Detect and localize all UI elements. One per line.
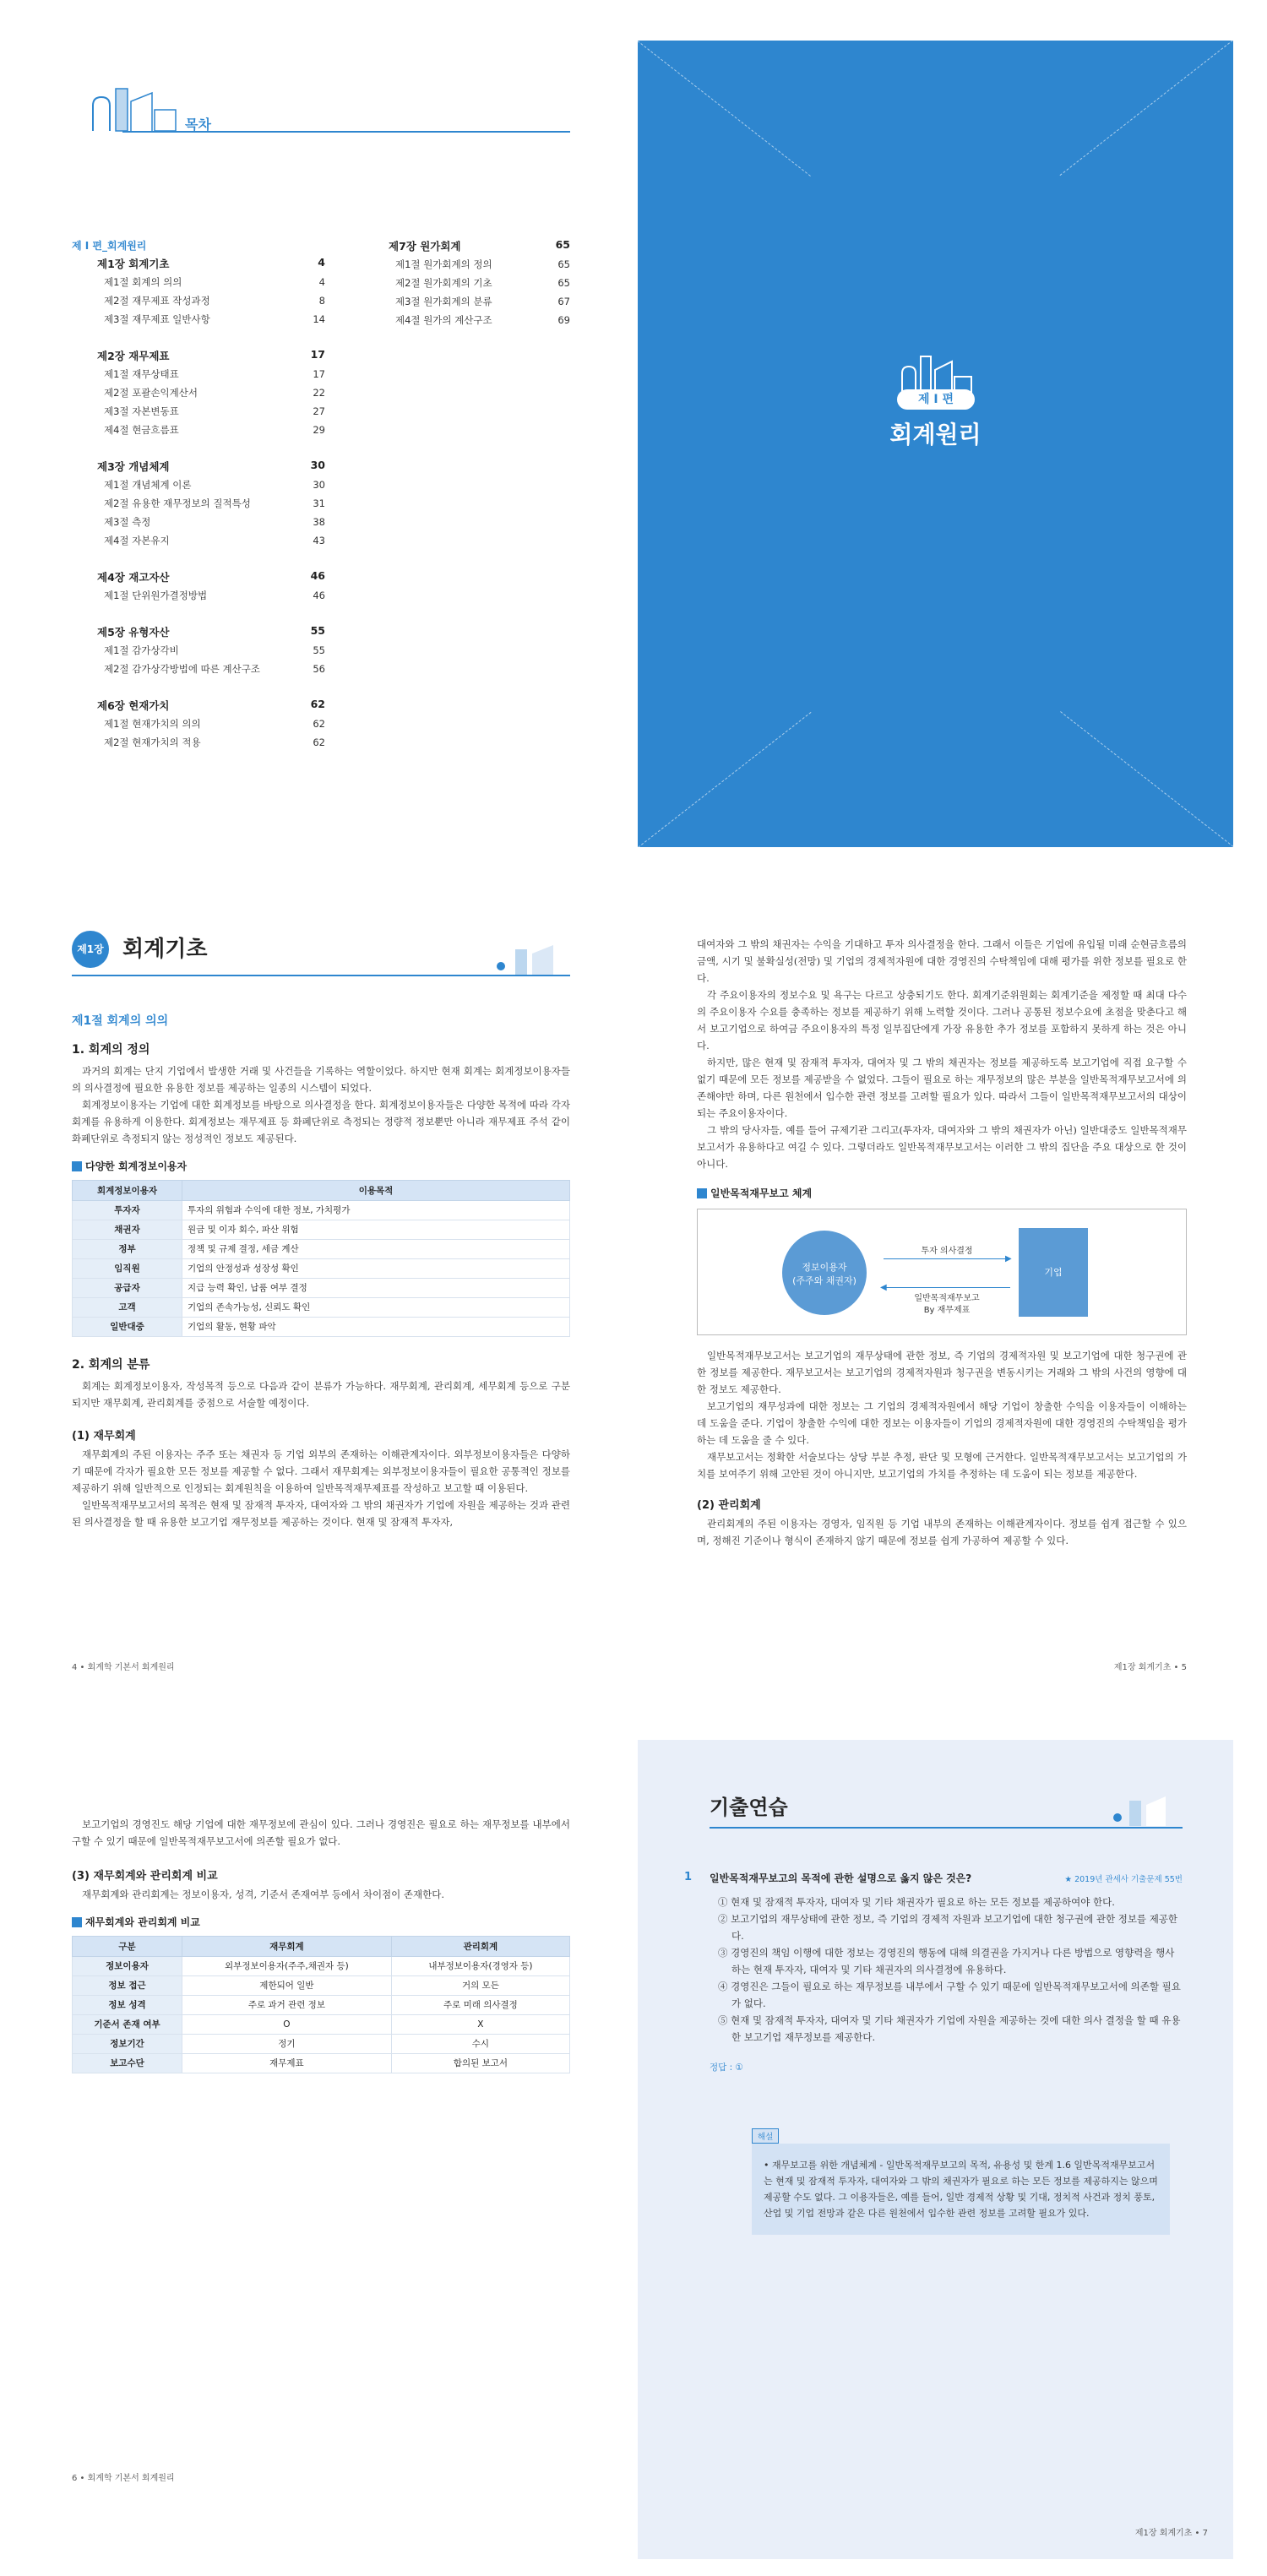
heading-compare: (3) 재무회계와 관리회계 비교	[72, 1870, 218, 1883]
toc-section	[395, 274, 570, 291]
table-caption: 다양한 회계정보이용자	[72, 1159, 570, 1173]
table-row	[73, 1279, 570, 1298]
table-header: 관리회계	[391, 1937, 569, 1957]
table-cell: 임직원	[73, 1259, 182, 1279]
building-deco-icon	[1111, 1792, 1178, 1826]
toc-section	[104, 366, 325, 383]
table-cell: 정기	[182, 2035, 392, 2054]
toc-section	[104, 715, 325, 732]
toc-section-page: 17	[313, 368, 325, 380]
toc-section-title: 제3절 자본변동표	[104, 405, 179, 417]
toc-chapter-page: 62	[310, 698, 325, 710]
table-row	[73, 1996, 570, 2015]
toc-section-page: 43	[313, 535, 325, 546]
page-footer: 4 • 회계학 기본서 회계원리	[72, 1663, 175, 1672]
toc-section-page: 62	[313, 736, 325, 748]
page-footer: 제1장 회계기초 • 5	[1113, 1663, 1187, 1672]
option-item: ③ 경영진의 책임 이행에 대한 정보는 경영진의 행동에 대해 의결권을 가지거나 다른 방법으로 영향력을 행사하는 현재 투자자, 대여자 및 기타 채권자의 의사결정에 유용하다.	[718, 1947, 1175, 1975]
toc-section	[104, 384, 325, 401]
toc-chapter	[97, 348, 325, 363]
table-row	[73, 1220, 570, 1240]
table-cell: 기업의 활동, 현황 파악	[182, 1318, 570, 1337]
paragraph: 일반목적재무보고서의 목적은 현재 및 잠재적 투자자, 대여자와 그 밖의 채권자가 기업에 자원을 제공하는 것과 관련된 의사결정을 할 때 유용한 보고기업 재무정보를 제공하는 것이다. 현재 및 잠재적 투자자,	[72, 1499, 570, 1528]
paragraph: 대여자와 그 밖의 채권자는 수익을 기대하고 투자 의사결정을 한다. 그래서 이들은 기업에 유입될 미래 순현금흐름의 금액, 시기 및 불확실성(전망) 및 기업의 경제적자원에 대한 경영진의 수탁책임에 대해 평가를 위한 정보를 필요로 한다.	[697, 938, 1187, 984]
table-cell: 투자자	[73, 1201, 182, 1220]
chapter-page-4	[72, 912, 612, 1672]
toc-section	[104, 587, 325, 604]
heading-definition: 1. 회계의 정의	[72, 1043, 150, 1057]
toc-section-title: 제1절 개념체계 이론	[104, 479, 192, 491]
table-cell: 주로 미래 의사결정	[391, 1996, 569, 2015]
toc-section-title: 제3절 측정	[104, 516, 151, 528]
toc-section-title: 제1절 원가회계의 정의	[395, 258, 492, 270]
practice-page	[638, 1740, 1233, 2559]
toc-section-title: 제3절 원가회계의 분류	[395, 296, 492, 307]
toc-column-right	[363, 238, 570, 330]
toc-section	[104, 403, 325, 420]
paragraph: 과거의 회계는 단지 기업에서 발생한 거래 및 사건들을 기록하는 역할이었다. 하지만 현재 회계는 회계정보이용자들의 의사결정에 필요한 유용한 정보를 제공하는 일종의 시스템이 되었다.	[72, 1065, 570, 1094]
toc-section	[104, 476, 325, 493]
toc-chapter-page: 55	[310, 624, 325, 637]
toc-section-title: 제2절 현재가치의 적용	[104, 736, 201, 748]
option-item: ④ 경영진은 그들이 필요로 하는 재무정보를 내부에서 구할 수 있기 때문에 일반목적재무보고서에 의존할 필요가 없다.	[718, 1981, 1181, 2009]
toc-section-title: 제1절 회계의 의의	[104, 276, 182, 288]
table-cell: 수시	[391, 2035, 569, 2054]
table-row	[73, 1259, 570, 1279]
question-source: ★ 2019년 관세사 기출문제 55번	[1064, 1875, 1183, 1884]
compare-table	[72, 1936, 570, 2073]
toc-section-page: 30	[313, 479, 325, 491]
table-cell: 기업의 안정성과 성장성 확인	[182, 1259, 570, 1279]
toc-chapter	[97, 459, 325, 474]
table-cell: 보고수단	[73, 2054, 182, 2073]
explanation-tag: 해설	[752, 2128, 779, 2144]
paragraph: 회계는 회계정보이용자, 작성목적 등으로 다음과 같이 분류가 가능하다. 재무회계, 관리회계, 세무회계 등으로 구분되지만 재무회계, 관리회계를 중점으로 서술할 예정이다.	[72, 1380, 570, 1409]
table-cell: 내부정보이용자(경영자 등)	[391, 1957, 569, 1976]
heading-classification: 2. 회계의 분류	[72, 1358, 150, 1372]
chapter-page-5	[663, 912, 1187, 1672]
toc-gap	[72, 679, 325, 698]
question-text: 일반목적재무보고의 목적에 관한 설명으로 옳지 않은 것은?	[710, 1872, 972, 1884]
toc-section-title: 제4절 자본유지	[104, 535, 170, 546]
toc-chapter-title: 제1장 회계기초	[97, 258, 170, 270]
diagram-caption: 일반목적재무보고 체계	[697, 1186, 1187, 1200]
paragraph: 재무보고서는 정확한 서술보다는 상당 부분 추정, 판단 및 모형에 근거한다. 일반목적재무보고서는 보고기업의 가치를 보여주기 위해 고안된 것이 아니지만, 보고기업의 가치를 추정하는 데 도움이 되는 정보를 제공한다.	[697, 1451, 1187, 1480]
table-cell: 정보 성격	[73, 1996, 182, 2015]
option-item: ① 현재 및 잠재적 투자자, 대여자 및 기타 채권자가 필요로 하는 모든 정보를 제공하여야 한다.	[718, 1896, 1115, 1908]
diagram-company-node: 기업	[1019, 1228, 1088, 1317]
paragraph: 각 주요이용자의 정보수요 및 욕구는 다르고 상충되기도 한다. 회계기준위원회는 회계기준을 제정할 때 최대 다수의 주요이용자 수요를 충족하는 정보를 제공하기 위해 노력할 것이다. 그러나 공통된 정보수요에 초점을 맞춘다고 해서 보고기업으로 하여금 주요이용자의 특정 일부집단에게 가장 유용한 추가 정보를 포함하지 못하게 하는 것은 아니다.	[697, 989, 1187, 1052]
table-icon	[72, 1161, 82, 1171]
users-table	[72, 1180, 570, 1337]
toc-gap	[72, 551, 325, 569]
toc-section-title: 제2절 감가상각방법에 따른 계산구조	[104, 663, 260, 675]
toc-section-title: 제2절 재무제표 작성과정	[104, 295, 210, 307]
explanation-box: • 재무보고를 위한 개념체계 - 일반목적재무보고의 목적, 유용성 및 한계 1.6 일반목적재무보고서는 현재 및 잠재적 투자자, 대여자와 그 밖의 채권자가 필요로 하는 모든 정보를 제공하지는 않으며 제공할 수도 없다. 그 이용자들은, 예를 들어, 일반 경제적 상황 및 기대, 정치적 사건과 정치 풍토, 산업 및 기업 전망과 같은 다른 원천에서 입수한 관련 정보를 고려할 필요가 있다.	[752, 2144, 1170, 2235]
arrow-left-icon: ◀	[880, 1283, 887, 1292]
table-cell: 합의된 보고서	[391, 2054, 569, 2073]
section-title: 제1절 회계의 의의	[72, 1014, 169, 1028]
toc-chapter	[389, 238, 570, 253]
paragraph: 회계정보이용자는 기업에 대한 회계정보를 바탕으로 의사결정을 한다. 회계정보이용자들은 다양한 목적에 따라 각자 회계를 유용하게 이용한다. 회계정보는 재무제표 등 화폐단위로 측정되는 정량적 정보뿐만 아니라 재무제표 주석 같이 화폐단위로 측정되지 않는 정성적인 정보도 제공된다.	[72, 1099, 570, 1144]
paragraph: 보고기업의 재무성과에 대한 정보는 그 기업의 경제적자원에서 해당 기업이 창출한 수익을 이용자들이 이해하는 데 도움을 준다. 기업이 창출한 수익에 대한 정보는 이용자들이 기업의 경제적자원에 대한 경영진의 수탁책임을 평가하는 데 도움을 줄 수 있다.	[697, 1400, 1187, 1446]
toc-section	[104, 421, 325, 438]
toc-section	[104, 311, 325, 328]
toc-section-page: 55	[313, 644, 325, 656]
toc-section-title: 제2절 포괄손익계산서	[104, 387, 198, 399]
toc-chapter	[97, 624, 325, 639]
toc-section	[395, 256, 570, 273]
paragraph: 그 밖의 당사자들, 예를 들어 규제기관 그리고(투자자, 대여자와 그 밖의 채권자가 아닌) 일반대중도 일반목적재무보고서가 유용하다고 여길 수 있다. 그렇더라도 일반목적재무보고서는 이러한 그 밖의 집단을 주요 대상으로 한 것이 아니다.	[697, 1124, 1187, 1170]
page-footer: 6 • 회계학 기본서 회계원리	[72, 2474, 175, 2483]
toc-section	[104, 292, 325, 309]
table-cell: 기업의 존속가능성, 신뢰도 확인	[182, 1298, 570, 1318]
paragraph: 재무회계와 관리회계는 정보이용자, 성격, 기준서 존재여부 등에서 차이점이 존재한다.	[82, 1889, 445, 1900]
toc-section-page: 46	[313, 590, 325, 601]
toc-section-page: 67	[557, 296, 570, 307]
toc-section-page: 62	[313, 718, 325, 730]
toc-section	[104, 495, 325, 512]
toc-part-title: 제 I 편_회계원리	[72, 240, 147, 252]
table-header: 재무회계	[182, 1937, 392, 1957]
cover-dashed-line	[638, 712, 811, 847]
table-cell: 지급 능력 확인, 납품 여부 결정	[182, 1279, 570, 1298]
building-deco-icon	[494, 941, 570, 975]
toc-column-left	[72, 238, 325, 753]
toc-section	[395, 293, 570, 310]
chapter-title: 회계기초	[122, 937, 208, 962]
toc-section-title: 제4절 현금흐름표	[104, 424, 179, 436]
page-footer: 제1장 회계기초 • 7	[1134, 2529, 1208, 2538]
toc-section-page: 69	[557, 314, 570, 326]
table-row	[73, 1318, 570, 1337]
table-cell: O	[182, 2015, 392, 2035]
table-cell: 정보기간	[73, 2035, 182, 2054]
table-row	[73, 1976, 570, 1996]
toc-section-title: 제3절 재무제표 일반사항	[104, 313, 210, 325]
table-cell: 채권자	[73, 1220, 182, 1240]
toc-chapter	[97, 569, 325, 584]
table-cell: 기준서 존재 여부	[73, 2015, 182, 2035]
toc-section-page: 31	[313, 497, 325, 509]
paragraph: 관리회계의 주된 이용자는 경영자, 임직원 등 기업 내부의 존재하는 이해관계자이다. 정보를 쉽게 접근할 수 있으며, 정해진 기준이나 형식이 존재하지 않기 때문에 정보를 쉽게 가공하여 제공할 수 있다.	[697, 1518, 1187, 1546]
toc-divider	[122, 131, 570, 133]
answer: 정답 : ①	[710, 2062, 743, 2073]
toc-chapter-title: 제4장 재고자산	[97, 571, 170, 584]
table-cell: 정책 및 규제 결정, 세금 계산	[182, 1240, 570, 1259]
table-cell: 정부	[73, 1240, 182, 1259]
part-cover	[638, 41, 1233, 847]
chapter-divider	[72, 975, 570, 976]
part-badge: 제 I 편	[897, 389, 975, 410]
table-row	[73, 1298, 570, 1318]
toc-chapter-title: 제5장 유형자산	[97, 626, 170, 639]
toc-chapter-title: 제6장 현재가치	[97, 699, 170, 712]
table-cell: 제한되어 일반	[182, 1976, 392, 1996]
part-title: 회계원리	[889, 421, 982, 448]
toc-page	[72, 17, 663, 861]
toc-section-page: 65	[557, 258, 570, 270]
paragraph: 재무회계의 주된 이용자는 주주 또는 채권자 등 기업 외부의 존재하는 이해관계자이다. 외부정보이용자들은 다양하기 때문에 각자가 필요한 모든 정보를 제공할 수 없다. 그래서 재무회계는 외부정보이용자들이 필요한 공통적인 정보를 제공하기 위해 일반적으로 인정되는 회계원칙을 이용하여 일반목적재무제표를 작성하고 보고할 때 이용된다.	[72, 1448, 570, 1494]
table-header: 구분	[73, 1937, 182, 1957]
toc-section-page: 27	[313, 405, 325, 417]
toc-section-title: 제2절 원가회계의 기초	[395, 277, 492, 289]
reporting-diagram	[697, 1209, 1187, 1335]
toc-chapter-page: 4	[318, 256, 325, 269]
table-cell: 정보이용자	[73, 1957, 182, 1976]
toc-gap	[72, 329, 325, 348]
question-1	[684, 1871, 1183, 2073]
practice-title: 기출연습	[710, 1796, 788, 1819]
cover-dashed-line	[1060, 711, 1233, 847]
table-cell: 정보 접근	[73, 1976, 182, 1996]
arrow-label: By 재무제표	[923, 1306, 971, 1315]
toc-chapter-title: 제7장 원가회계	[389, 240, 461, 253]
toc-section-page: 4	[318, 276, 325, 288]
table-cell: 거의 모든	[391, 1976, 569, 1996]
cover-dashed-line	[1060, 41, 1233, 176]
table-row	[73, 2015, 570, 2035]
table-caption: 재무회계와 관리회계 비교	[72, 1915, 570, 1929]
toc-section-page: 22	[313, 387, 325, 399]
chapter-chip: 제1장	[72, 931, 109, 968]
table-row	[73, 1957, 570, 1976]
paragraph: 일반목적재무보고서는 보고기업의 재무상태에 관한 정보, 즉 기업의 경제적자원 및 보고기업에 대한 청구권에 관한 정보를 제공한다. 재무보고서는 보고기업의 경제적자원과 청구권을 변동시키는 거래와 그 밖의 사건의 영향에 대한 정보도 제공한다.	[697, 1350, 1187, 1395]
table-row	[73, 1240, 570, 1259]
table-cell: X	[391, 2015, 569, 2035]
table-cell: 재무제표	[182, 2054, 392, 2073]
toc-section	[104, 274, 325, 291]
arrow-label: 일반목적재무보고	[914, 1294, 980, 1303]
toc-section	[104, 642, 325, 659]
option-item: ⑤ 현재 및 잠재적 투자자, 대여자 및 기타 채권자가 기업에 자원을 제공하는 것에 대한 의사 결정을 할 때 유용한 보고기업 재무정보를 제공한다.	[718, 2014, 1181, 2043]
toc-section-page: 14	[313, 313, 325, 325]
paragraph: 하지만, 많은 현재 및 잠재적 투자자, 대여자 및 그 밖의 채권자는 정보를 제공하도록 보고기업에 직접 요구할 수 없기 때문에 모든 정보를 제공받을 수 없었다. 그들이 필요로 하는 재무정보의 많은 부분을 일반목적재무보고서에 의존해야만 하며, 다른 원천에서 입수한 관련 정보를 고려할 필요가 있다. 따라서 그들이 일반목적재무보고서의 대상이 되는 주요이용자이다.	[697, 1057, 1187, 1119]
table-cell: 고객	[73, 1298, 182, 1318]
building-logo-icon	[89, 80, 182, 135]
toc-section-page: 38	[313, 516, 325, 528]
table-row	[73, 2035, 570, 2054]
practice-divider	[710, 1827, 1183, 1829]
toc-gap	[72, 440, 325, 459]
toc-chapter-page: 30	[310, 459, 325, 471]
toc-chapter-title: 제3장 개념체계	[97, 460, 170, 473]
toc-chapter-page: 46	[310, 569, 325, 582]
toc-section	[395, 312, 570, 329]
toc-section-title: 제1절 감가상각비	[104, 644, 179, 656]
toc-section-title: 제1절 현재가치의 의의	[104, 718, 201, 730]
toc-chapter	[97, 698, 325, 713]
diagram-icon	[697, 1188, 707, 1198]
toc-gap	[72, 606, 325, 624]
table-icon	[72, 1917, 82, 1927]
toc-section-page: 56	[313, 663, 325, 675]
arrow-left	[884, 1287, 1010, 1288]
toc-section	[104, 532, 325, 549]
option-list	[710, 1894, 1183, 2046]
toc-section-title: 제4절 원가의 계산구조	[395, 314, 492, 326]
toc-section-page: 8	[318, 295, 325, 307]
toc-header	[72, 80, 570, 160]
table-cell: 투자의 위험과 수익에 대한 정보, 가치평가	[182, 1201, 570, 1220]
table-header: 이용목적	[182, 1181, 570, 1201]
toc-section-title: 제1절 재무상태표	[104, 368, 179, 380]
toc-title: 목차	[185, 117, 211, 133]
arrow-right	[884, 1258, 1010, 1259]
toc-section	[104, 514, 325, 530]
table-cell: 일반대중	[73, 1318, 182, 1337]
toc-chapter-title: 제2장 재무제표	[97, 350, 170, 362]
table-cell: 주로 과거 관련 정보	[182, 1996, 392, 2015]
toc-chapter-page: 65	[555, 238, 570, 251]
chapter-page-6	[72, 1740, 612, 2483]
toc-section-title: 제2절 유용한 재무정보의 질적특성	[104, 497, 251, 509]
toc-section-page: 29	[313, 424, 325, 436]
table-row	[73, 2054, 570, 2073]
cover-dashed-line	[638, 41, 811, 177]
table-header: 회계정보이용자	[73, 1181, 182, 1201]
table-cell: 외부정보이용자(주주,채권자 등)	[182, 1957, 392, 1976]
heading-management: (2) 관리회계	[697, 1499, 761, 1512]
toc-section	[104, 660, 325, 677]
diagram-user-node: 정보이용자 (주주와 채권자)	[782, 1231, 867, 1315]
toc-section	[104, 734, 325, 751]
table-cell: 공급자	[73, 1279, 182, 1298]
question-number: 1	[684, 1871, 693, 1883]
arrow-right-icon: ▶	[1005, 1254, 1012, 1264]
option-item: ② 보고기업의 재무상태에 관한 정보, 즉 기업의 경제적 자원과 보고기업에 대한 청구권에 관한 정보를 제공한다.	[718, 1913, 1178, 1942]
toc-chapter	[97, 256, 325, 271]
toc-chapter-page: 17	[310, 348, 325, 361]
paragraph: 보고기업의 경영진도 해당 기업에 대한 재무정보에 관심이 있다. 그러나 경영진은 필요로 하는 재무정보를 내부에서 구할 수 있기 때문에 일반목적재무보고서에 의존할 필요가 없다.	[72, 1818, 570, 1847]
toc-section-title: 제1절 단위원가결정방법	[104, 590, 208, 601]
arrow-label: 투자 의사결정	[921, 1247, 973, 1256]
toc-section-page: 65	[557, 277, 570, 289]
table-cell: 원금 및 이자 회수, 파산 위험	[182, 1220, 570, 1240]
heading-financial: (1) 재무회계	[72, 1430, 136, 1443]
table-row	[73, 1201, 570, 1220]
